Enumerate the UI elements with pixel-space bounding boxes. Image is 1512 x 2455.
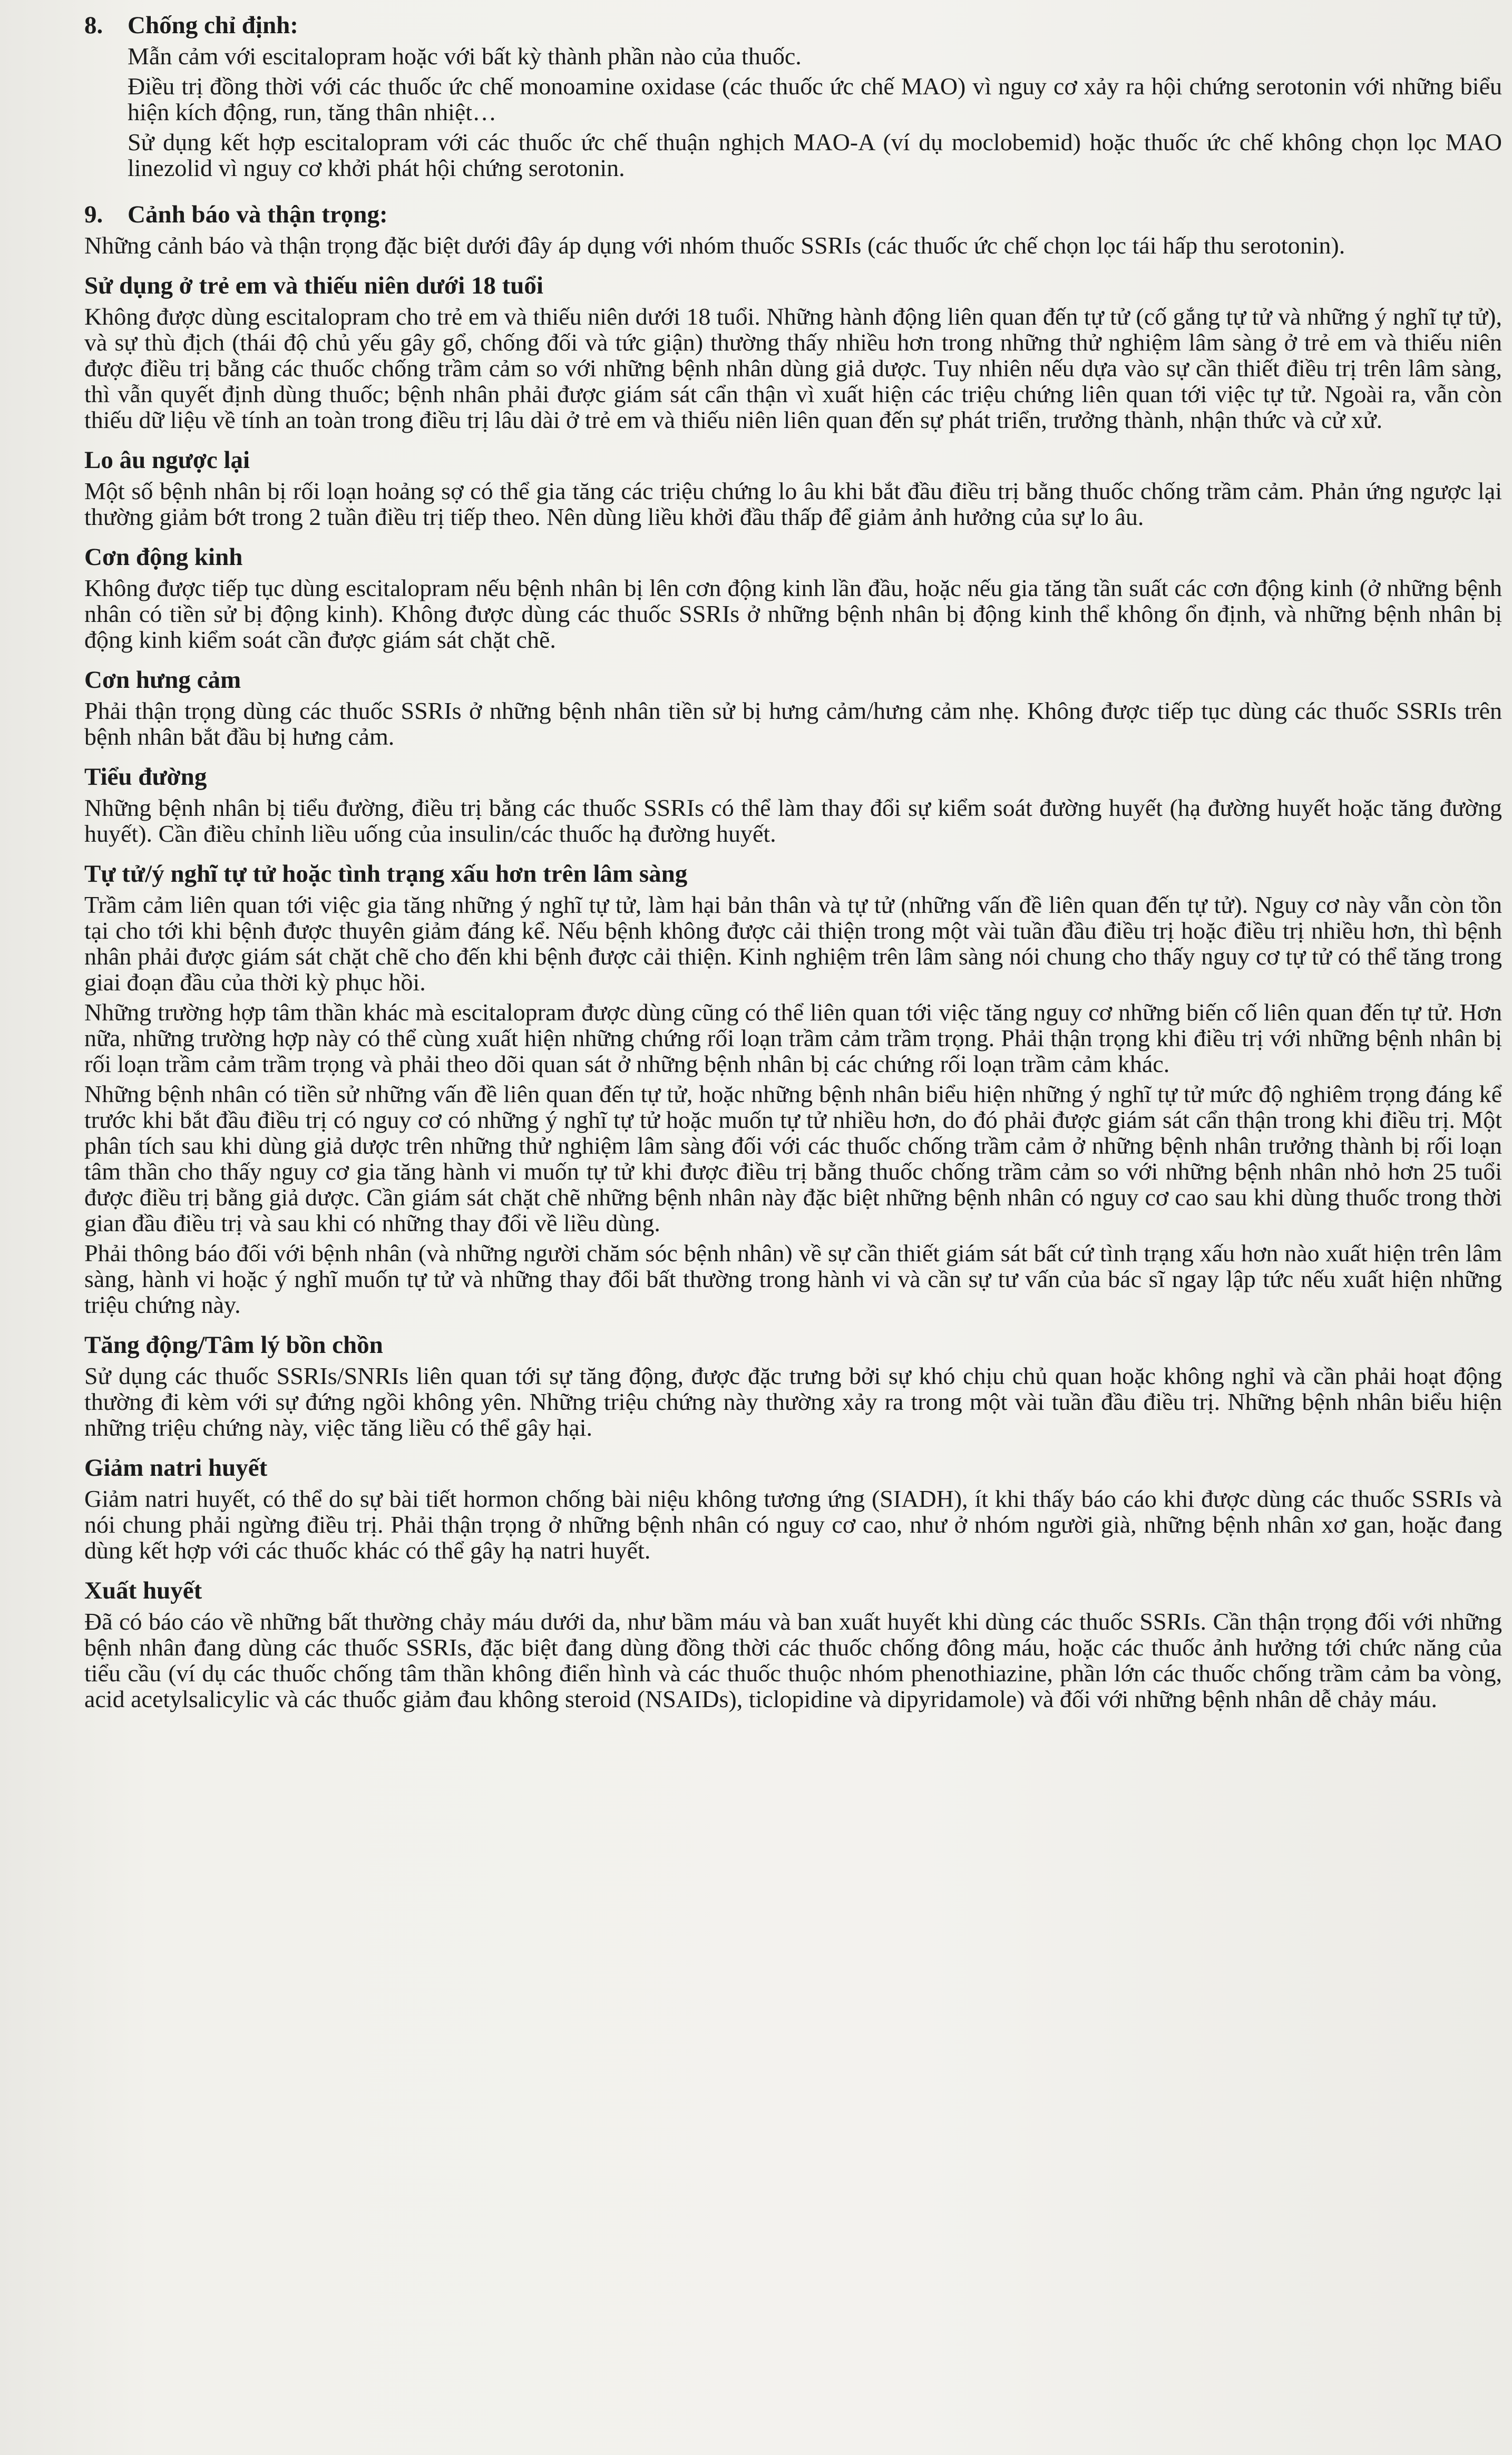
subheading-akathisia: Tăng động/Tâm lý bồn chồn	[84, 1331, 383, 1359]
section-number: 8.	[84, 12, 103, 39]
paragraph: Điều trị đồng thời với các thuốc ức chế monoamine oxidase (các thuốc ức chế MAO) vì nguy cơ xảy ra hội chứng serotonin với những biểu hiện kích động, run, tăng thân nhiệt…	[128, 73, 1502, 125]
paragraph: Trầm cảm liên quan tới việc gia tăng những ý nghĩ tự tử, làm hại bản thân và tự tử (những vấn đề liên quan đến tự tử). Nguy cơ này vẫn còn tồn tại cho tới khi bệnh được thuyên giảm đáng kể. Nếu bệnh không được cải thiện trong một vài tuần đầu điều trị hoặc điều trị nhiều hơn, thì bệnh nhân phải được giám sát chặt chẽ cho đến khi bệnh được cải thiện. Kinh nghiệm trên lâm sàng nói chung cho thấy nguy cơ tự tử có thể tăng trong giai đoạn đầu của thời kỳ phục hồi.	[84, 891, 1502, 996]
subheading-seizures: Cơn động kinh	[84, 543, 243, 571]
subheading-mania: Cơn hưng cảm	[84, 666, 241, 694]
paragraph: Giảm natri huyết, có thể do sự bài tiết hormon chống bài niệu không tương ứng (SIADH), ít khi thấy báo cáo khi được dùng các thuốc SSRIs và nói chung phải ngừng điều trị. Phải thận trọng ở những bệnh nhân có nguy cơ cao, như ở nhóm người già, những bệnh nhân xơ gan, hoặc đang dùng kết hợp với các thuốc khác có thể gây hạ natri huyết.	[84, 1485, 1502, 1564]
paragraph: Sử dụng kết hợp escitalopram với các thuốc ức chế thuận nghịch MAO-A (ví dụ moclobemid) hoặc thuốc ức chế không chọn lọc MAO linezolid vì nguy cơ khởi phát hội chứng serotonin.	[128, 129, 1502, 181]
subheading-hyponatremia: Giảm natri huyết	[84, 1454, 268, 1482]
paragraph: Sử dụng các thuốc SSRIs/SNRIs liên quan tới sự tăng động, được đặc trưng bởi sự khó chịu chủ quan hoặc không nghỉ và cần phải hoạt động thường đi kèm với sự đứng ngồi không yên. Những triệu chứng này thường xảy ra trong một vài tuần đầu điều trị. Những bệnh nhân biểu hiện những triệu chứng này, việc tăng liều có thể gây hại.	[84, 1362, 1502, 1441]
section-number: 9.	[84, 201, 103, 228]
paragraph: Những bệnh nhân bị tiểu đường, điều trị bằng các thuốc SSRIs có thể làm thay đổi sự kiểm soát đường huyết (hạ đường huyết hoặc tăng đường huyết). Cần điều chỉnh liều uống của insulin/các thuốc hạ đường huyết.	[84, 794, 1502, 847]
paragraph: Không được dùng escitalopram cho trẻ em và thiếu niên dưới 18 tuổi. Những hành động liên quan đến tự tử (cố gắng tự tử và những ý nghĩ tự tử), và sự thù địch (thái độ chủ yếu gây gổ, chống đối và tức giận) thường thấy nhiều hơn trong những thử nghiệm lâm sàng ở trẻ em và thiếu niên được điều trị bằng các thuốc chống trầm cảm so với những bệnh nhân dùng giả dược. Tuy nhiên nếu dựa vào sự cần thiết điều trị trên lâm sàng, thì vẫn quyết định dùng thuốc; bệnh nhân phải được giám sát cẩn thận vì xuất hiện các triệu chứng liên quan tới việc tự tử. Ngoài ra, vẫn còn thiếu dữ liệu về tính an toàn trong điều trị lâu dài ở trẻ em và thiếu niên liên quan đến sự phát triển, trưởng thành, nhận thức và cử xử.	[84, 303, 1502, 433]
section-title: Cảnh báo và thận trọng:	[128, 201, 388, 228]
subheading-suicide: Tự tử/ý nghĩ tự tử hoặc tình trạng xấu hơn trên lâm sàng	[84, 860, 688, 888]
paragraph: Những bệnh nhân có tiền sử những vấn đề liên quan đến tự tử, hoặc những bệnh nhân biểu hiện những ý nghĩ tự tử mức độ nghiêm trọng đáng kể trước khi bắt đầu điều trị có nguy cơ có những ý nghĩ tự tử hoặc muốn tự tử nhiều hơn, do đó phải được giám sát cẩn thận trong khi điều trị. Một phân tích sau khi dùng giả dược trên những thử nghiệm lâm sàng đối với các thuốc chống trầm cảm ở những bệnh nhân trưởng thành bị rối loạn tâm thần cho thấy nguy cơ gia tăng hành vi muốn tự tử khi được điều trị bằng thuốc chống trầm cảm so với những bệnh nhân nhỏ hơn 25 tuổi được điều trị bằng giả dược. Cần giám sát chặt chẽ những bệnh nhân này đặc biệt những bệnh nhân có nguy cơ cao sau khi dùng thuốc trong thời gian đầu điều trị và sau khi có những thay đổi về liều dùng.	[84, 1080, 1502, 1236]
subheading-paradoxical-anxiety: Lo âu ngược lại	[84, 446, 250, 474]
section-intro: Những cảnh báo và thận trọng đặc biệt dưới đây áp dụng với nhóm thuốc SSRIs (các thuốc ức chế chọn lọc tái hấp thu serotonin).	[84, 232, 1345, 259]
paragraph: Không được tiếp tục dùng escitalopram nếu bệnh nhân bị lên cơn động kinh lần đầu, hoặc nếu gia tăng tần suất các cơn động kinh (ở những bệnh nhân có tiền sử bị động kinh). Không được dùng các thuốc SSRIs ở những bệnh nhân bị động kinh thể không ổn định, và những bệnh nhân bị động kinh kiểm soát cần được giám sát chặt chẽ.	[84, 574, 1502, 653]
section-heading-warnings	[84, 199, 1502, 230]
paragraph: Mẫn cảm với escitalopram hoặc với bất kỳ thành phần nào của thuốc.	[128, 43, 802, 70]
paragraph: Phải thận trọng dùng các thuốc SSRIs ở những bệnh nhân tiền sử bị hưng cảm/hưng cảm nhẹ. Không được tiếp tục dùng các thuốc SSRIs trên bệnh nhân bắt đầu bị hưng cảm.	[84, 697, 1502, 750]
paragraph: Một số bệnh nhân bị rối loạn hoảng sợ có thể gia tăng các triệu chứng lo âu khi bắt đầu điều trị bằng thuốc chống trầm cảm. Phản ứng ngược lại thường giảm bớt trong 2 tuần điều trị tiếp theo. Nên dùng liều khởi đầu thấp để giảm ảnh hưởng của sự lo âu.	[84, 478, 1502, 530]
section-title: Chống chỉ định:	[128, 12, 298, 39]
subheading-diabetes: Tiểu đường	[84, 763, 207, 791]
paragraph: Đã có báo cáo về những bất thường chảy máu dưới da, như bầm máu và ban xuất huyết khi dùng các thuốc SSRIs. Cần thận trọng đối với những bệnh nhân đang dùng các thuốc SSRIs, đặc biệt đang dùng đồng thời các thuốc chống đông máu, hoặc các thuốc ảnh hưởng tới chức năng của tiểu cầu (ví dụ các thuốc chống tâm thần không điển hình và các thuốc thuộc nhóm phenothiazine, phần lớn các thuốc chống trầm cảm ba vòng, acid acetylsalicylic và các thuốc giảm đau không steroid (NSAIDs), ticlopidine và dipyridamole) và đối với những bệnh nhân dễ chảy máu.	[84, 1608, 1502, 1712]
subheading-pediatric: Sử dụng ở trẻ em và thiếu niên dưới 18 tuổi	[84, 272, 543, 299]
document-content	[84, 9, 1502, 1716]
section-heading-contraindications	[84, 9, 1502, 41]
paragraph: Những trường hợp tâm thần khác mà escitalopram được dùng cũng có thể liên quan tới việc tăng nguy cơ những biến cố liên quan đến tự tử. Hơn nữa, những trường hợp này có thể cùng xuất hiện những chứng rối loạn trầm cảm trầm trọng. Phải thận trọng khi điều trị với những bệnh nhân bị rối loạn trầm cảm trầm trọng và phải theo dõi quan sát ở những bệnh nhân bị các chứng rối loạn trầm cảm khác.	[84, 999, 1502, 1077]
paragraph: Phải thông báo đối với bệnh nhân (và những người chăm sóc bệnh nhân) về sự cần thiết giám sát bất cứ tình trạng xấu hơn nào xuất hiện trên lâm sàng, hành vi hoặc ý nghĩ muốn tự tử và những thay đổi bất thường trong hành vi và cần sự tư vấn của bác sĩ ngay lập tức nếu xuất hiện những triệu chứng này.	[84, 1240, 1502, 1318]
subheading-hemorrhage: Xuất huyết	[84, 1577, 202, 1604]
